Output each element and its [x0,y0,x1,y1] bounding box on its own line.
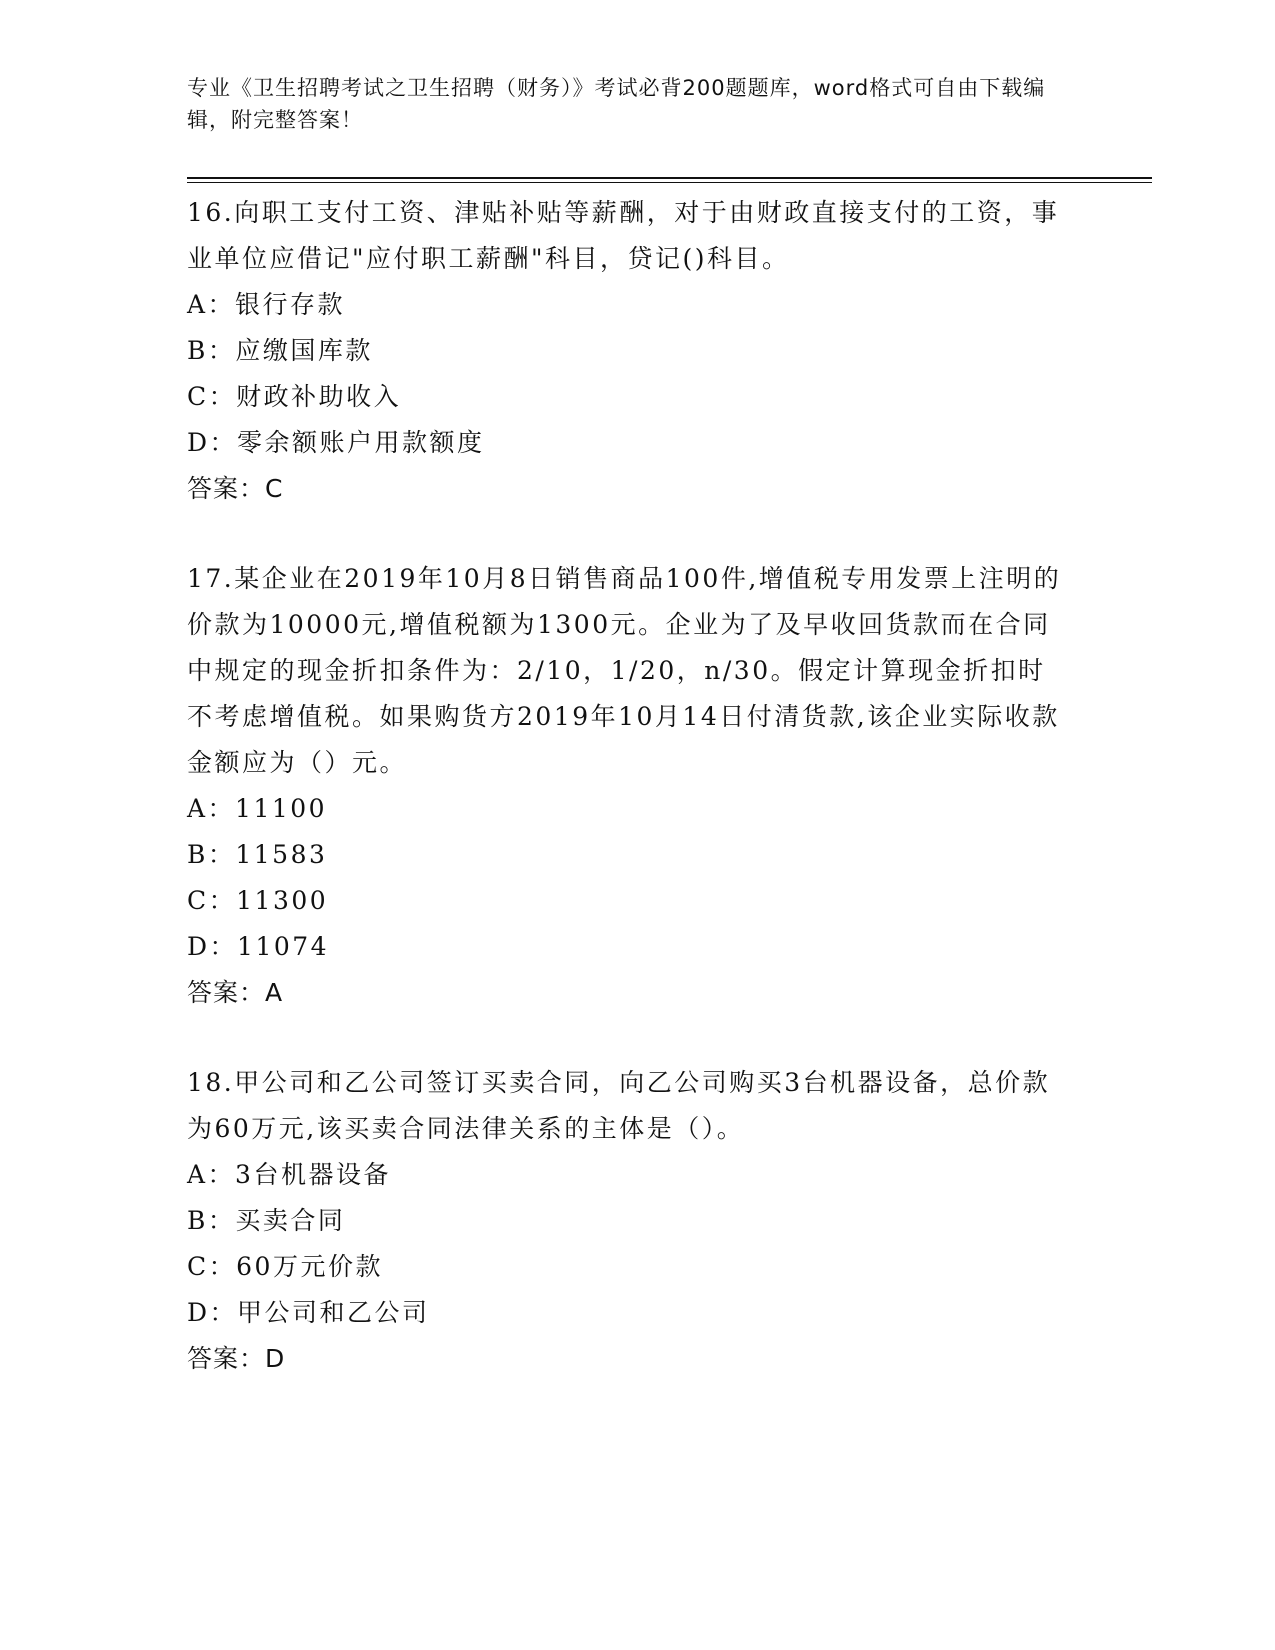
option-d: D：甲公司和乙公司 [187,1298,430,1327]
question-18 [187,1060,1067,1382]
option-a: A：银行存款 [187,290,346,319]
question-stem: 17.某企业在2019年10月8日销售商品100件,增值税专用发票上注明的价款为10000元,增值税额为1300元。企业为了及早收回货款而在合同中规定的现金折扣条件为：2/10，1/20，n/30。假定计算现金折扣时不考虑增值税。如果购货方2019年10月14日付清货款,该企业实际收款金额应为（）元。 [187,564,1062,777]
question-16 [187,190,1067,512]
header-divider-thick [187,177,1152,179]
option-d: D：零余额账户用款额度 [187,428,485,457]
option-a: A：11100 [187,794,328,823]
option-b: B：应缴国库款 [187,336,373,365]
question-list [187,190,1067,1426]
answer-line: 答案：C [187,474,284,503]
answer-line: 答案：A [187,978,284,1007]
option-c: C：11300 [187,886,329,915]
option-a: A：3台机器设备 [187,1160,391,1189]
header-divider-thin [187,182,1152,183]
option-c: C：60万元价款 [187,1252,383,1281]
question-stem: 18.甲公司和乙公司签订买卖合同，向乙公司购买3台机器设备，总价款为60万元,该买卖合同法律关系的主体是（）。 [187,1068,1051,1143]
answer-line: 答案：D [187,1344,286,1373]
option-d: D：11074 [187,932,330,961]
option-b: B：买卖合同 [187,1206,346,1235]
option-c: C：财政补助收入 [187,382,402,411]
question-stem: 16.向职工支付工资、津贴补贴等薪酬，对于由财政直接支付的工资，事业单位应借记"应付职工薪酬"科目，贷记()科目。 [187,198,1060,273]
question-17 [187,556,1067,1016]
document-header: 专业《卫生招聘考试之卫生招聘（财务）》考试必背200题题库，word格式可自由下载编辑，附完整答案！ [187,76,1046,132]
option-b: B：11583 [187,840,328,869]
